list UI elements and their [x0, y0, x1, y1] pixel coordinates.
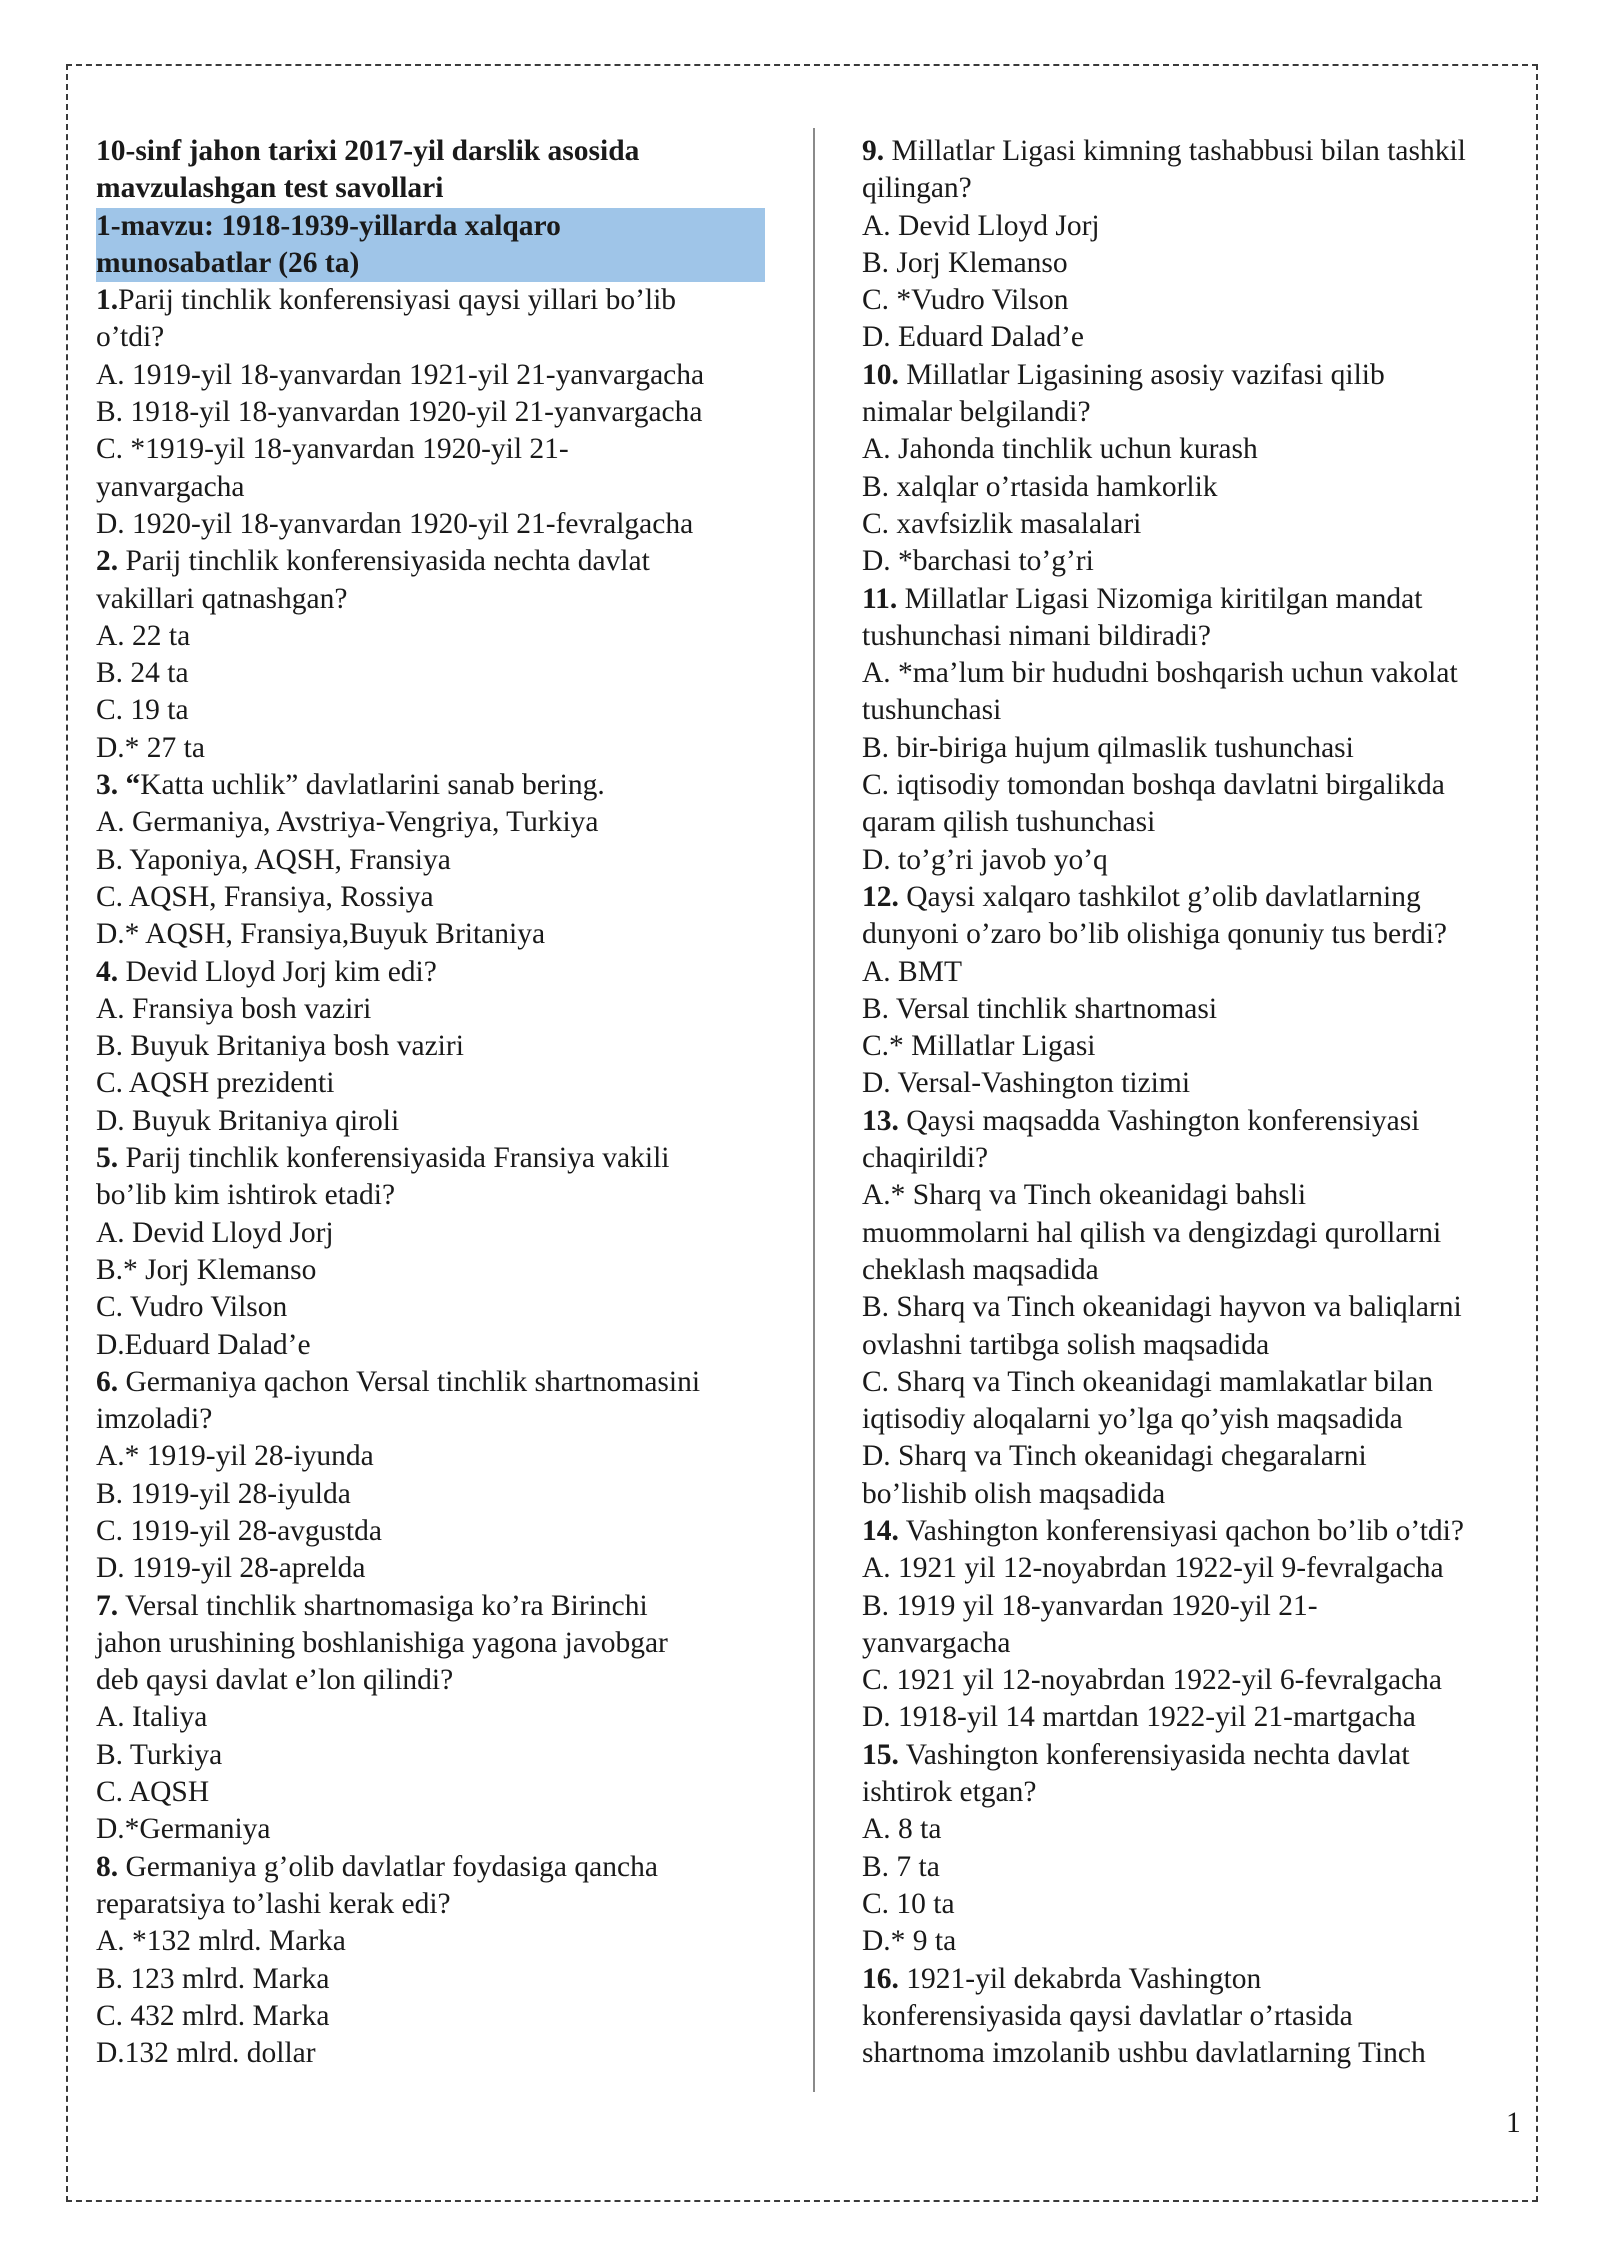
text-line [96, 319, 776, 356]
question-number: 6. [96, 1365, 119, 1398]
line-text: reparatsiya to’lashi kerak edi? [96, 1887, 451, 1920]
line-text: tushunchasi nimani bildiradi? [862, 619, 1212, 652]
text-line [96, 1327, 776, 1364]
line-text: A.* 1919-yil 28-iyunda [96, 1440, 374, 1473]
text-line [862, 1065, 1547, 1102]
line-text: A. *132 mlrd. Marka [96, 1925, 346, 1958]
line-text: C. Vudro Vilson [96, 1291, 288, 1324]
line-text: D.*Germaniya [96, 1813, 271, 1846]
text-line [862, 767, 1547, 804]
question-line [96, 1588, 776, 1625]
text-line [96, 1662, 776, 1699]
line-text: C. xavfsizlik masalalari [862, 507, 1142, 540]
line-text: Millatlar Ligasi Nizomiga kiritilgan mandat [897, 582, 1423, 615]
text-line [96, 394, 776, 431]
question-line [862, 133, 1547, 170]
line-text: Millatlar Ligasining asosiy vazifasi qilib [898, 358, 1385, 391]
text-line [96, 1252, 776, 1289]
line-text: Qaysi maqsadda Vashington konferensiyasi [898, 1104, 1420, 1137]
text-line [862, 1401, 1547, 1438]
text-line [96, 1215, 776, 1252]
line-text: Devid Lloyd Jorj kim edi? [118, 955, 437, 988]
question-line [862, 1737, 1547, 1774]
text-line [96, 469, 776, 506]
left-question-list [96, 282, 776, 2072]
text-line [862, 245, 1547, 282]
question-number: 5. [96, 1142, 119, 1175]
line-text: D. Buyuk Britaniya qiroli [96, 1104, 400, 1137]
text-line [96, 655, 776, 692]
line-text: deb qaysi davlat e’lon qilindi? [96, 1664, 454, 1697]
question-number: 7. [96, 1589, 119, 1622]
text-line [96, 1699, 776, 1736]
line-text: iqtisodiy aloqalarni yo’lga qo’yish maqsadida [862, 1403, 1403, 1436]
text-line [862, 319, 1547, 356]
line-text: Vashington konferensiyasida nechta davlat [898, 1738, 1410, 1771]
text-line [862, 1177, 1547, 1214]
line-text: A. 1919-yil 18-yanvardan 1921-yil 21-yanvargacha [96, 358, 705, 391]
question-line [862, 879, 1547, 916]
question-line [96, 1849, 776, 1886]
document-title-line-1: 10-sinf jahon tarixi 2017-yil darslik asosida [96, 135, 640, 167]
line-text: A. Jahonda tinchlik uchun kurash [862, 433, 1258, 466]
text-line [96, 1513, 776, 1550]
line-text: dunyoni o’zaro bo’lib olishiga qonuniy tus berdi? [862, 918, 1447, 951]
text-line [862, 1289, 1547, 1326]
line-text: C. 10 ta [862, 1887, 955, 1920]
line-text: B. Yaponiya, AQSH, Fransiya [96, 843, 451, 876]
line-text: D. to’g’ri javob yo’q [862, 843, 1108, 876]
line-text: nimalar belgilandi? [862, 396, 1091, 429]
question-number: 8. [96, 1850, 119, 1883]
text-line [96, 581, 776, 618]
text-line [96, 916, 776, 953]
line-text: C. 432 mlrd. Marka [96, 1999, 330, 2032]
text-line [862, 1252, 1547, 1289]
question-number: 3. “ [96, 769, 141, 802]
line-text: D.132 mlrd. dollar [96, 2037, 316, 2070]
question-number: 9. [862, 135, 885, 167]
text-line [862, 730, 1547, 767]
line-text: C. Sharq va Tinch okeanidagi mamlakatlar bilan [862, 1365, 1434, 1398]
line-text: Vashington konferensiyasi qachon bo’lib o’tdi? [898, 1514, 1464, 1547]
text-line [96, 1737, 776, 1774]
line-text: A. Devid Lloyd Jorj [862, 209, 1100, 242]
line-text: A. Germaniya, Avstriya-Vengriya, Turkiya [96, 806, 599, 839]
text-line [96, 506, 776, 543]
text-line [862, 1886, 1547, 1923]
line-text: C. AQSH [96, 1776, 210, 1809]
text-line [862, 1438, 1547, 1475]
text-line [862, 991, 1547, 1028]
line-text: Versal tinchlik shartnomasiga ko’ra Birinchi [118, 1589, 648, 1622]
text-line [862, 1215, 1547, 1252]
text-line [96, 1065, 776, 1102]
line-text: qaram qilish tushunchasi [862, 806, 1156, 839]
line-text: Parij tinchlik konferensiyasida nechta davlat [118, 545, 650, 578]
line-text: chaqirildi? [862, 1142, 989, 1175]
topic-heading-line-2: munosabatlar (26 ta) [96, 245, 765, 282]
line-text: konferensiyasida qaysi davlatlar o’rtasida [862, 1999, 1353, 2032]
line-text: yanvargacha [862, 1626, 1011, 1659]
right-column [862, 133, 1547, 2072]
line-text: C.* Millatlar Ligasi [862, 1030, 1096, 1063]
left-column [96, 133, 776, 2072]
line-text: C. *Vudro Vilson [862, 284, 1069, 317]
line-text: D. 1918-yil 14 martdan 1922-yil 21-martgacha [862, 1701, 1416, 1734]
text-line [96, 804, 776, 841]
text-line [96, 1998, 776, 2035]
line-text: 1921-yil dekabrda Vashington [898, 1962, 1262, 1995]
text-line [862, 1774, 1547, 1811]
topic-heading-line-1: 1-mavzu: 1918-1939-yillarda xalqaro [96, 208, 765, 245]
line-text: D.* AQSH, Fransiya,Buyuk Britaniya [96, 918, 546, 951]
line-text: D. 1920-yil 18-yanvardan 1920-yil 21-fevralgacha [96, 507, 694, 540]
text-line [862, 804, 1547, 841]
text-line [862, 170, 1547, 207]
line-text: B. bir-biriga hujum qilmaslik tushunchasi [862, 731, 1354, 764]
line-text: Qaysi xalqaro tashkilot g’olib davlatlarning [898, 880, 1421, 913]
line-text: B. 24 ta [96, 657, 189, 690]
question-number: 14. [862, 1514, 899, 1547]
line-text: C. AQSH prezidenti [96, 1067, 335, 1100]
question-line [96, 1364, 776, 1401]
text-line [862, 1028, 1547, 1065]
line-text: D. *barchasi to’g’ri [862, 545, 1094, 578]
line-text: B. 1919-yil 28-iyulda [96, 1477, 351, 1510]
line-text: vakillari qatnashgan? [96, 582, 348, 615]
line-text: A.* Sharq va Tinch okeanidagi bahsli [862, 1179, 1307, 1212]
line-text: B. 1918-yil 18-yanvardan 1920-yil 21-yanvargacha [96, 396, 703, 429]
text-line [862, 954, 1547, 991]
line-text: B. Versal tinchlik shartnomasi [862, 992, 1218, 1025]
line-text: Parij tinchlik konferensiyasida Fransiya vakili [118, 1142, 670, 1175]
line-text: shartnoma imzolanib ushbu davlatlarning Tinch [862, 2037, 1426, 2070]
line-text: D.* 27 ta [96, 731, 205, 764]
line-text: bo’lib kim ishtirok etadi? [96, 1179, 396, 1212]
text-line [862, 1811, 1547, 1848]
line-text: o’tdi? [96, 321, 165, 354]
line-text: cheklash maqsadida [862, 1253, 1099, 1286]
text-line [862, 1140, 1547, 1177]
text-line [862, 208, 1547, 245]
text-line [862, 469, 1547, 506]
line-text: Germaniya qachon Versal tinchlik shartnomasini [118, 1365, 701, 1398]
line-text: ovlashni tartibga solish maqsadida [862, 1328, 1270, 1361]
line-text: D. Versal-Vashington tizimi [862, 1067, 1191, 1100]
line-text: Katta uchlik” davlatlarini sanab bering. [140, 769, 605, 802]
text-line [96, 1177, 776, 1214]
line-text: A. *ma’lum bir hududni boshqarish uchun vakolat [862, 657, 1458, 690]
text-line [96, 1289, 776, 1326]
question-line [96, 1140, 776, 1177]
text-line [862, 431, 1547, 468]
line-text: ishtirok etgan? [862, 1776, 1037, 1809]
question-line [96, 543, 776, 580]
page-number: 1 [1506, 2107, 1521, 2139]
text-line [862, 2035, 1547, 2072]
question-line [862, 357, 1547, 394]
line-text: D. Eduard Dalad’e [862, 321, 1084, 354]
text-line [862, 1998, 1547, 2035]
text-line [862, 842, 1547, 879]
question-number: 11. [862, 582, 898, 615]
text-line [96, 1811, 776, 1848]
line-text: B. 123 mlrd. Marka [96, 1962, 330, 1995]
line-text: A. BMT [862, 955, 962, 988]
line-text: bo’lishib olish maqsadida [862, 1477, 1166, 1510]
text-line [96, 692, 776, 729]
question-number: 13. [862, 1104, 899, 1137]
text-line [862, 1476, 1547, 1513]
text-line [862, 692, 1547, 729]
line-text: B. 7 ta [862, 1850, 940, 1883]
text-line [862, 1364, 1547, 1401]
question-number: 4. [96, 955, 119, 988]
question-number: 16. [862, 1962, 899, 1995]
line-text: Germaniya g’olib davlatlar foydasiga qancha [118, 1850, 658, 1883]
line-text: A. 1921 yil 12-noyabrdan 1922-yil 9-fevralgacha [862, 1552, 1444, 1585]
line-text: D. Sharq va Tinch okeanidagi chegaralarni [862, 1440, 1367, 1473]
line-text: B. Buyuk Britaniya bosh vaziri [96, 1030, 464, 1063]
text-line [862, 1662, 1547, 1699]
question-number: 15. [862, 1738, 899, 1771]
line-text: A. Fransiya bosh vaziri [96, 992, 372, 1025]
line-text: Parij tinchlik konferensiyasi qaysi yillari bo’lib [118, 284, 677, 317]
line-text: C. AQSH, Fransiya, Rossiya [96, 880, 434, 913]
line-text: A. Devid Lloyd Jorj [96, 1216, 334, 1249]
line-text: D. 1919-yil 28-aprelda [96, 1552, 366, 1585]
text-line [862, 1550, 1547, 1587]
line-text: Millatlar Ligasi kimning tashabbusi bilan tashkil [884, 135, 1466, 167]
text-line [96, 1961, 776, 1998]
question-number: 1. [96, 284, 119, 317]
question-line [862, 1103, 1547, 1140]
line-text: imzoladi? [96, 1403, 213, 1436]
line-text: A. Italiya [96, 1701, 208, 1734]
text-line [96, 842, 776, 879]
text-line [96, 730, 776, 767]
right-question-list [862, 133, 1547, 2072]
text-line [862, 1625, 1547, 1662]
line-text: C. *1919-yil 18-yanvardan 1920-yil 21- [96, 433, 569, 466]
line-text: D.* 9 ta [862, 1925, 957, 1958]
question-line [96, 282, 776, 319]
document-title-line-2: mavzulashgan test savollari [96, 172, 444, 205]
text-line [862, 916, 1547, 953]
text-line [96, 1550, 776, 1587]
question-line [862, 581, 1547, 618]
text-line [96, 1886, 776, 1923]
question-line [862, 1513, 1547, 1550]
line-text: A. 22 ta [96, 619, 191, 652]
question-line [862, 1961, 1547, 1998]
question-line [96, 954, 776, 991]
line-text: A. 8 ta [862, 1813, 942, 1846]
text-line [96, 1923, 776, 1960]
text-line [96, 1028, 776, 1065]
text-line [96, 1401, 776, 1438]
line-text: yanvargacha [96, 470, 245, 503]
line-text: C. 19 ta [96, 694, 189, 727]
text-line [862, 543, 1547, 580]
line-text: B. 1919 yil 18-yanvardan 1920-yil 21- [862, 1589, 1318, 1622]
line-text: B.* Jorj Klemanso [96, 1253, 317, 1286]
text-line [96, 1625, 776, 1662]
text-line [862, 1327, 1547, 1364]
text-line [862, 1588, 1547, 1625]
text-line [96, 879, 776, 916]
line-text: C. 1921 yil 12-noyabrdan 1922-yil 6-fevralgacha [862, 1664, 1443, 1697]
text-line [862, 1923, 1547, 1960]
text-line [862, 506, 1547, 543]
question-number: 12. [862, 880, 899, 913]
text-line [862, 1699, 1547, 1736]
line-text: C. iqtisodiy tomondan boshqa davlatni birgalikda [862, 769, 1445, 802]
text-line [96, 1476, 776, 1513]
text-line [862, 394, 1547, 431]
text-line [96, 2035, 776, 2072]
text-line [96, 1774, 776, 1811]
text-line [96, 991, 776, 1028]
text-line [96, 1438, 776, 1475]
line-text: muommolarni hal qilish va dengizdagi qurollarni [862, 1216, 1442, 1249]
text-line [862, 1849, 1547, 1886]
line-text: B. Turkiya [96, 1738, 223, 1771]
text-line [96, 357, 776, 394]
text-line [96, 618, 776, 655]
line-text: B. xalqlar o’rtasida hamkorlik [862, 470, 1218, 503]
line-text: B. Jorj Klemanso [862, 246, 1068, 279]
text-line [862, 655, 1547, 692]
line-text: D.Eduard Dalad’e [96, 1328, 311, 1361]
line-text: C. 1919-yil 28-avgustda [96, 1514, 382, 1547]
line-text: qilingan? [862, 172, 972, 205]
text-line [96, 1103, 776, 1140]
text-line [862, 282, 1547, 319]
line-text: tushunchasi [862, 694, 1002, 727]
line-text: B. Sharq va Tinch okeanidagi hayvon va baliqlarni [862, 1291, 1462, 1324]
text-line [96, 431, 776, 468]
line-text: jahon urushining boshlanishiga yagona javobgar [96, 1626, 668, 1659]
question-line [96, 767, 776, 804]
question-number: 10. [862, 358, 899, 391]
question-number: 2. [96, 545, 119, 578]
column-divider [813, 128, 815, 2092]
text-line [862, 618, 1547, 655]
